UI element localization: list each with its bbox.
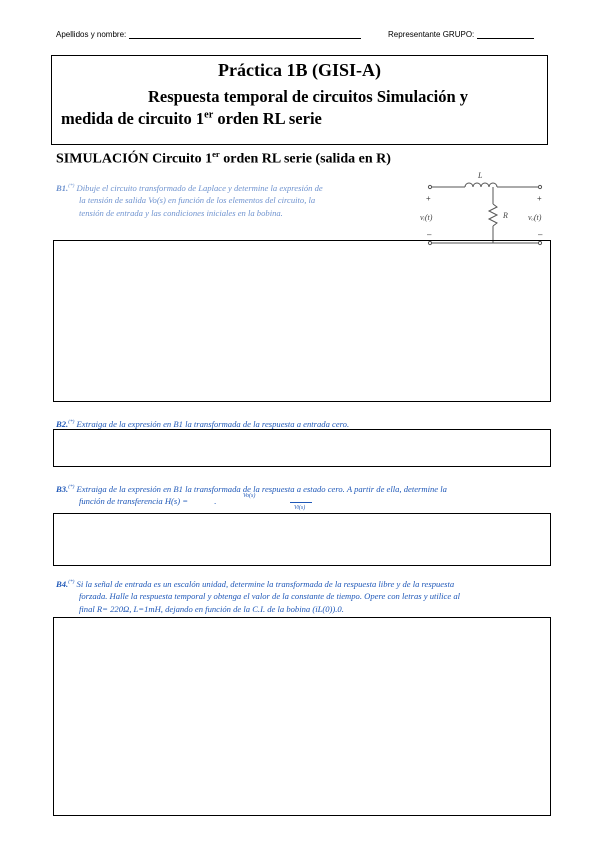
- question-b3: B3.(*) Extraiga de la expresión en B1 la transformada de la respuesta a estado cero. A partir de ella, determine la función de transferencia H(s) = .: [56, 483, 447, 507]
- inductor-label: L: [478, 171, 483, 180]
- section-heading: SIMULACIÓN Circuito 1er orden RL serie (salida en R): [56, 149, 391, 167]
- title-box: [51, 55, 548, 145]
- output-plus: +: [537, 194, 542, 203]
- page-subtitle-line1: Respuesta temporal de circuitos Simulación y: [148, 87, 469, 106]
- name-field[interactable]: [129, 29, 361, 39]
- transfer-fraction-numerator: Vo(s): [243, 493, 256, 499]
- fraction-bar: [290, 502, 312, 503]
- answer-box-b4[interactable]: [53, 617, 551, 816]
- resistor-label: R: [503, 211, 508, 220]
- name-row: [56, 29, 361, 39]
- output-voltage-label: vₒ(t): [528, 213, 542, 222]
- input-plus: +: [426, 194, 431, 203]
- question-b2: B2.(*) Extraiga de la expresión en B1 la transformada de la respuesta a entrada cero.: [56, 418, 350, 429]
- output-minus: –: [538, 230, 543, 239]
- question-b4: B4.(*) Si la señal de entrada es un escalón unidad, determine la transformada de la respuesta libre y de la respuesta forzada. Halle la respuesta temporal y obtenga el valor de la constante de tiempo. Opere con letras y utilice al final R= 220Ω, L=1mH, dejando en función de la C.I. de la bobina (iL(0)).0.: [56, 578, 460, 614]
- group-field[interactable]: [477, 29, 534, 39]
- name-label: Apellidos y nombre:: [56, 30, 127, 39]
- page-title: Práctica 1B (GISI-A): [218, 60, 381, 80]
- input-voltage-label: vᵢ(t): [420, 213, 433, 222]
- page-subtitle-line2: medida de circuito 1er orden RL serie: [61, 109, 322, 128]
- answer-box-b2[interactable]: [53, 429, 551, 467]
- input-minus: –: [427, 230, 432, 239]
- transfer-fraction-denominator: Vi(s): [294, 505, 306, 511]
- question-b1: B1.(*) Dibuje el circuito transformado de Laplace y determine la expresión de la tensión de salida Vo(s) en función de los elementos del circuito, la tensión de entrada y las condiciones iniciales en la bobina.: [56, 182, 323, 218]
- answer-box-b1[interactable]: [53, 240, 551, 402]
- group-label: Representante GRUPO:: [388, 30, 475, 39]
- group-row: [388, 29, 534, 39]
- answer-box-b3[interactable]: [53, 513, 551, 566]
